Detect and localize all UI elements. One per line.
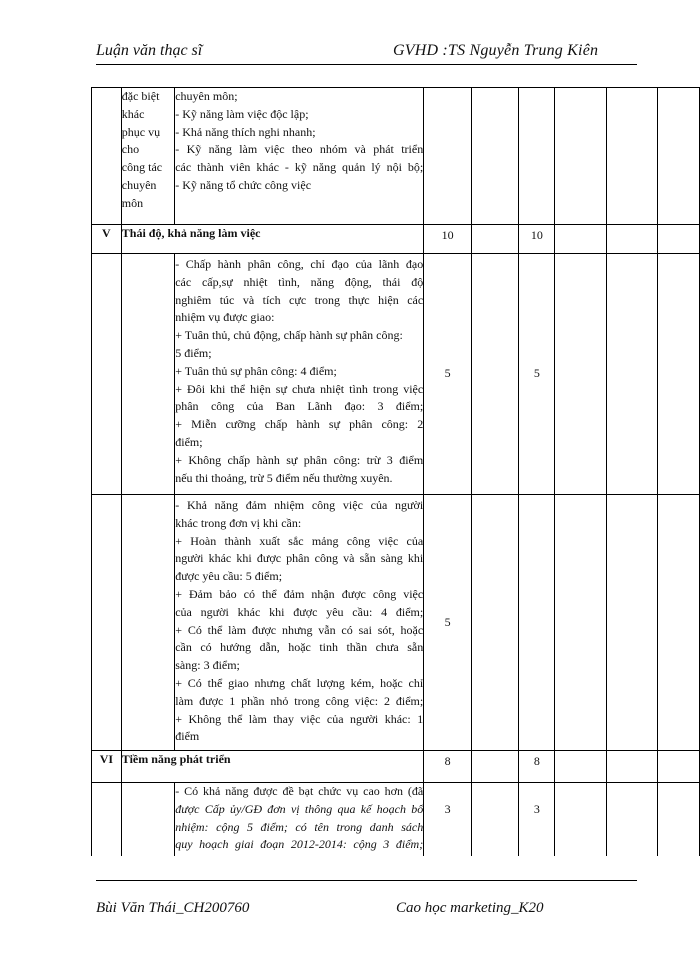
cell-empty	[471, 495, 518, 751]
cell-empty	[471, 225, 518, 254]
cell-description	[175, 88, 424, 225]
description-line: các cấp,sự nhiệt tình, năng động, thái độ	[175, 274, 424, 289]
page-header	[96, 38, 636, 64]
description-line: + Có thể làm được nhưng vẫn có sai sót, hoặc	[175, 622, 424, 637]
section-title: Tiềm năng phát triển	[121, 751, 423, 783]
table-row-continued	[92, 88, 700, 225]
criterion-line: cho	[121, 142, 140, 157]
description-line: + Không thể làm thay việc của người khác: 1	[175, 711, 424, 726]
description-line: - Khả năng đảm nhiệm công việc của người	[175, 498, 424, 512]
description-line: + Đôi khi thể hiện sự chưa nhiệt tình trong việc	[175, 381, 424, 396]
cell-criterion	[121, 495, 174, 751]
description-line: của người khác khi được yêu cầu: 4 điểm;	[175, 604, 424, 619]
header-divider	[96, 64, 637, 65]
description-line: các thành viên khác - kỹ năng quản lý nội bộ;	[175, 160, 424, 175]
description-line: - Chấp hành phân công, chỉ đạo của lãnh đạo	[175, 257, 424, 271]
cell-empty	[658, 254, 700, 495]
section-title: Thái độ, khả năng làm việc	[121, 225, 423, 254]
cell-empty	[606, 751, 657, 783]
description-line: nghiêm túc và tích cực trong thực hiện các	[175, 292, 424, 307]
cell-score-b	[519, 495, 555, 751]
cell-empty	[555, 225, 606, 254]
description-line: - Khả năng thích nghi nhanh;	[175, 124, 316, 139]
description-line: được yêu cầu: 5 điểm;	[175, 569, 283, 584]
cell-empty	[555, 783, 606, 856]
criterion-line: khác	[121, 106, 145, 121]
criterion-line: chuyên	[121, 177, 157, 192]
cell-empty	[658, 225, 700, 254]
cell-index	[92, 254, 122, 495]
description-line: - Có khả năng được đề bạt chức vụ cao hơn (đã	[175, 784, 424, 798]
footer-author: Bùi Văn Thái_CH200760	[96, 900, 250, 916]
description-line: làm được 1 phần nhỏ trong công việc: 2 điểm;	[175, 693, 424, 708]
cell-empty	[555, 88, 606, 225]
cell-score-a	[424, 88, 472, 225]
row-score-b: 5	[519, 254, 555, 495]
cell-empty	[606, 783, 657, 856]
criterion-line: công tác	[121, 160, 163, 175]
description-line: - Kỹ năng làm việc độc lập;	[175, 106, 309, 121]
description-line: 5 điểm;	[175, 345, 212, 360]
section-score-a: 10	[424, 225, 472, 254]
cell-score-b	[519, 88, 555, 225]
description-line: chuyên môn;	[175, 89, 238, 103]
cell-empty	[555, 495, 606, 751]
description-line: khác trong đơn vị khi cần:	[175, 515, 302, 530]
row-score-a: 3	[424, 783, 472, 856]
row-score-a: 5	[424, 495, 472, 751]
description-line: nhiệm: cộng 5 điểm; có tên trong danh sách	[175, 819, 424, 834]
description-line: + Tuân thủ sự phân công: 4 điểm;	[175, 363, 337, 378]
criterion-line: phục vụ	[121, 124, 161, 139]
table-row	[92, 254, 700, 495]
description-line: + Miễn cưỡng chấp hành sự phân công: 2	[175, 417, 424, 432]
cell-empty	[606, 495, 657, 751]
description-line: + Tuân thủ, chủ động, chấp hành sự phân công:	[175, 328, 403, 343]
description-line: nhiệm vụ được giao:	[175, 310, 275, 325]
description-line: điểm	[175, 729, 200, 744]
description-line: điểm;	[175, 434, 203, 449]
table-row	[92, 783, 700, 856]
section-score-b: 8	[519, 751, 555, 783]
cell-empty	[471, 88, 518, 225]
description-line: + Đảm bảo có thể đảm nhận được công việc	[175, 586, 424, 601]
description-line: cần có hướng dẫn, hoặc tinh thần chưa sẵn	[175, 640, 424, 655]
cell-empty	[471, 783, 518, 856]
description-line: + Có thể giao nhưng chất lượng kém, hoặc chỉ	[175, 675, 424, 690]
cell-criterion	[121, 254, 174, 495]
header-thesis-label: Luận văn thạc sĩ	[96, 42, 203, 59]
section-score-a: 8	[424, 751, 472, 783]
row-score-a: 5	[424, 254, 472, 495]
footer-divider	[96, 880, 637, 881]
section-score-b: 10	[519, 225, 555, 254]
cell-empty	[606, 254, 657, 495]
cell-empty	[555, 254, 606, 495]
cell-empty	[658, 495, 700, 751]
cell-empty	[658, 88, 700, 225]
header-supervisor: GVHD :TS Nguyễn Trung Kiên	[393, 42, 599, 59]
description-line: + Hoàn thành xuất sắc mảng công việc của	[175, 533, 424, 548]
description-line: người khác khi được phân công và sẵn sàng khi	[175, 551, 424, 566]
description-line: - Kỹ năng làm việc theo nhóm và phát triển	[175, 142, 424, 157]
cell-empty	[606, 88, 657, 225]
cell-empty	[606, 225, 657, 254]
table-row-section-v	[92, 225, 700, 254]
footer-program: Cao học marketing_K20	[396, 900, 544, 916]
description-line: + Không chấp hành sự phân công: trừ 3 điểm	[175, 452, 424, 467]
page-footer	[96, 900, 636, 926]
table-row	[92, 495, 700, 751]
evaluation-table	[91, 87, 700, 856]
cell-index	[92, 783, 122, 856]
criterion-line: đặc biệt	[121, 89, 160, 103]
section-number: VI	[92, 751, 122, 783]
cell-description	[175, 783, 424, 856]
cell-criterion	[121, 783, 174, 856]
cell-index	[92, 495, 122, 751]
cell-empty	[471, 254, 518, 495]
description-line: sàng: 3 điểm;	[175, 658, 240, 673]
criterion-line: môn	[121, 195, 144, 210]
description-line: - Kỹ năng tổ chức công việc	[175, 177, 312, 192]
cell-criterion	[121, 88, 174, 225]
cell-index	[92, 88, 122, 225]
table-row-section-vi	[92, 751, 700, 783]
description-line: quy hoạch giai đoạn 2012-2014: cộng 3 điểm;	[175, 837, 424, 852]
description-line: được Cấp ủy/GĐ đơn vị thông qua kế hoạch bổ	[175, 801, 424, 816]
description-line: nếu thi thoảng, trừ 5 điểm nếu thường xuyên.	[175, 470, 393, 485]
cell-description	[175, 254, 424, 495]
row-score-b: 3	[519, 783, 555, 856]
cell-empty	[471, 751, 518, 783]
cell-empty	[555, 751, 606, 783]
section-number: V	[92, 225, 122, 254]
cell-empty	[658, 751, 700, 783]
description-line: phân công của Ban Lãnh đạo: 3 điểm;	[175, 399, 424, 414]
cell-empty	[658, 783, 700, 856]
cell-description	[175, 495, 424, 751]
